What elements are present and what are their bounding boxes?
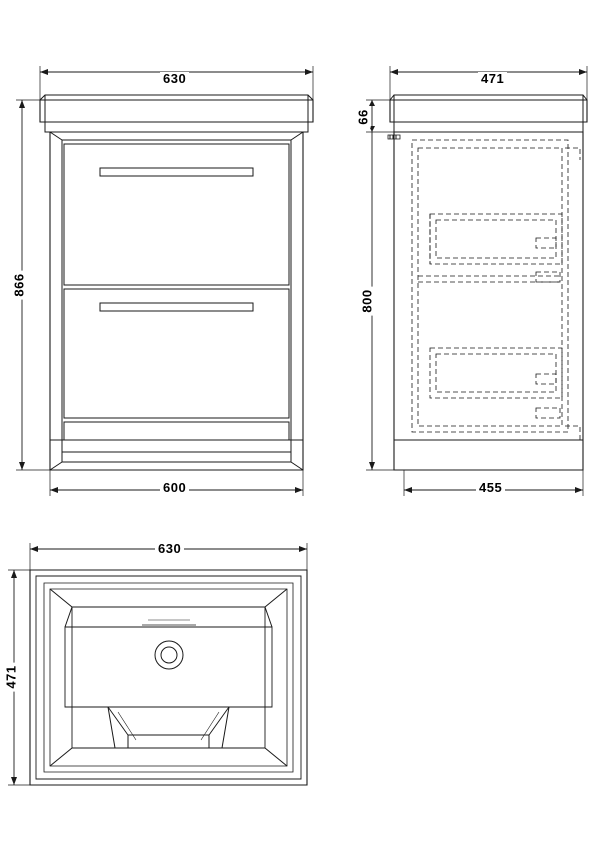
dimension-label-side-body-height: 800 (361, 286, 375, 315)
front-elevation-view (16, 66, 313, 496)
side-elevation-view (366, 66, 587, 496)
dimension-label-front-base-width: 600 (160, 481, 189, 495)
dimension-label-front-top-width: 630 (160, 72, 189, 86)
dimension-label-front-height: 866 (13, 270, 27, 299)
plan-view (8, 543, 307, 785)
dimension-label-side-base-depth: 455 (476, 481, 505, 495)
dimension-label-plan-depth: 471 (5, 662, 19, 691)
dimension-label-side-top-thickness: 66 (357, 106, 371, 127)
dimension-label-side-top-depth: 471 (478, 72, 507, 86)
dimension-label-plan-width: 630 (155, 542, 184, 556)
